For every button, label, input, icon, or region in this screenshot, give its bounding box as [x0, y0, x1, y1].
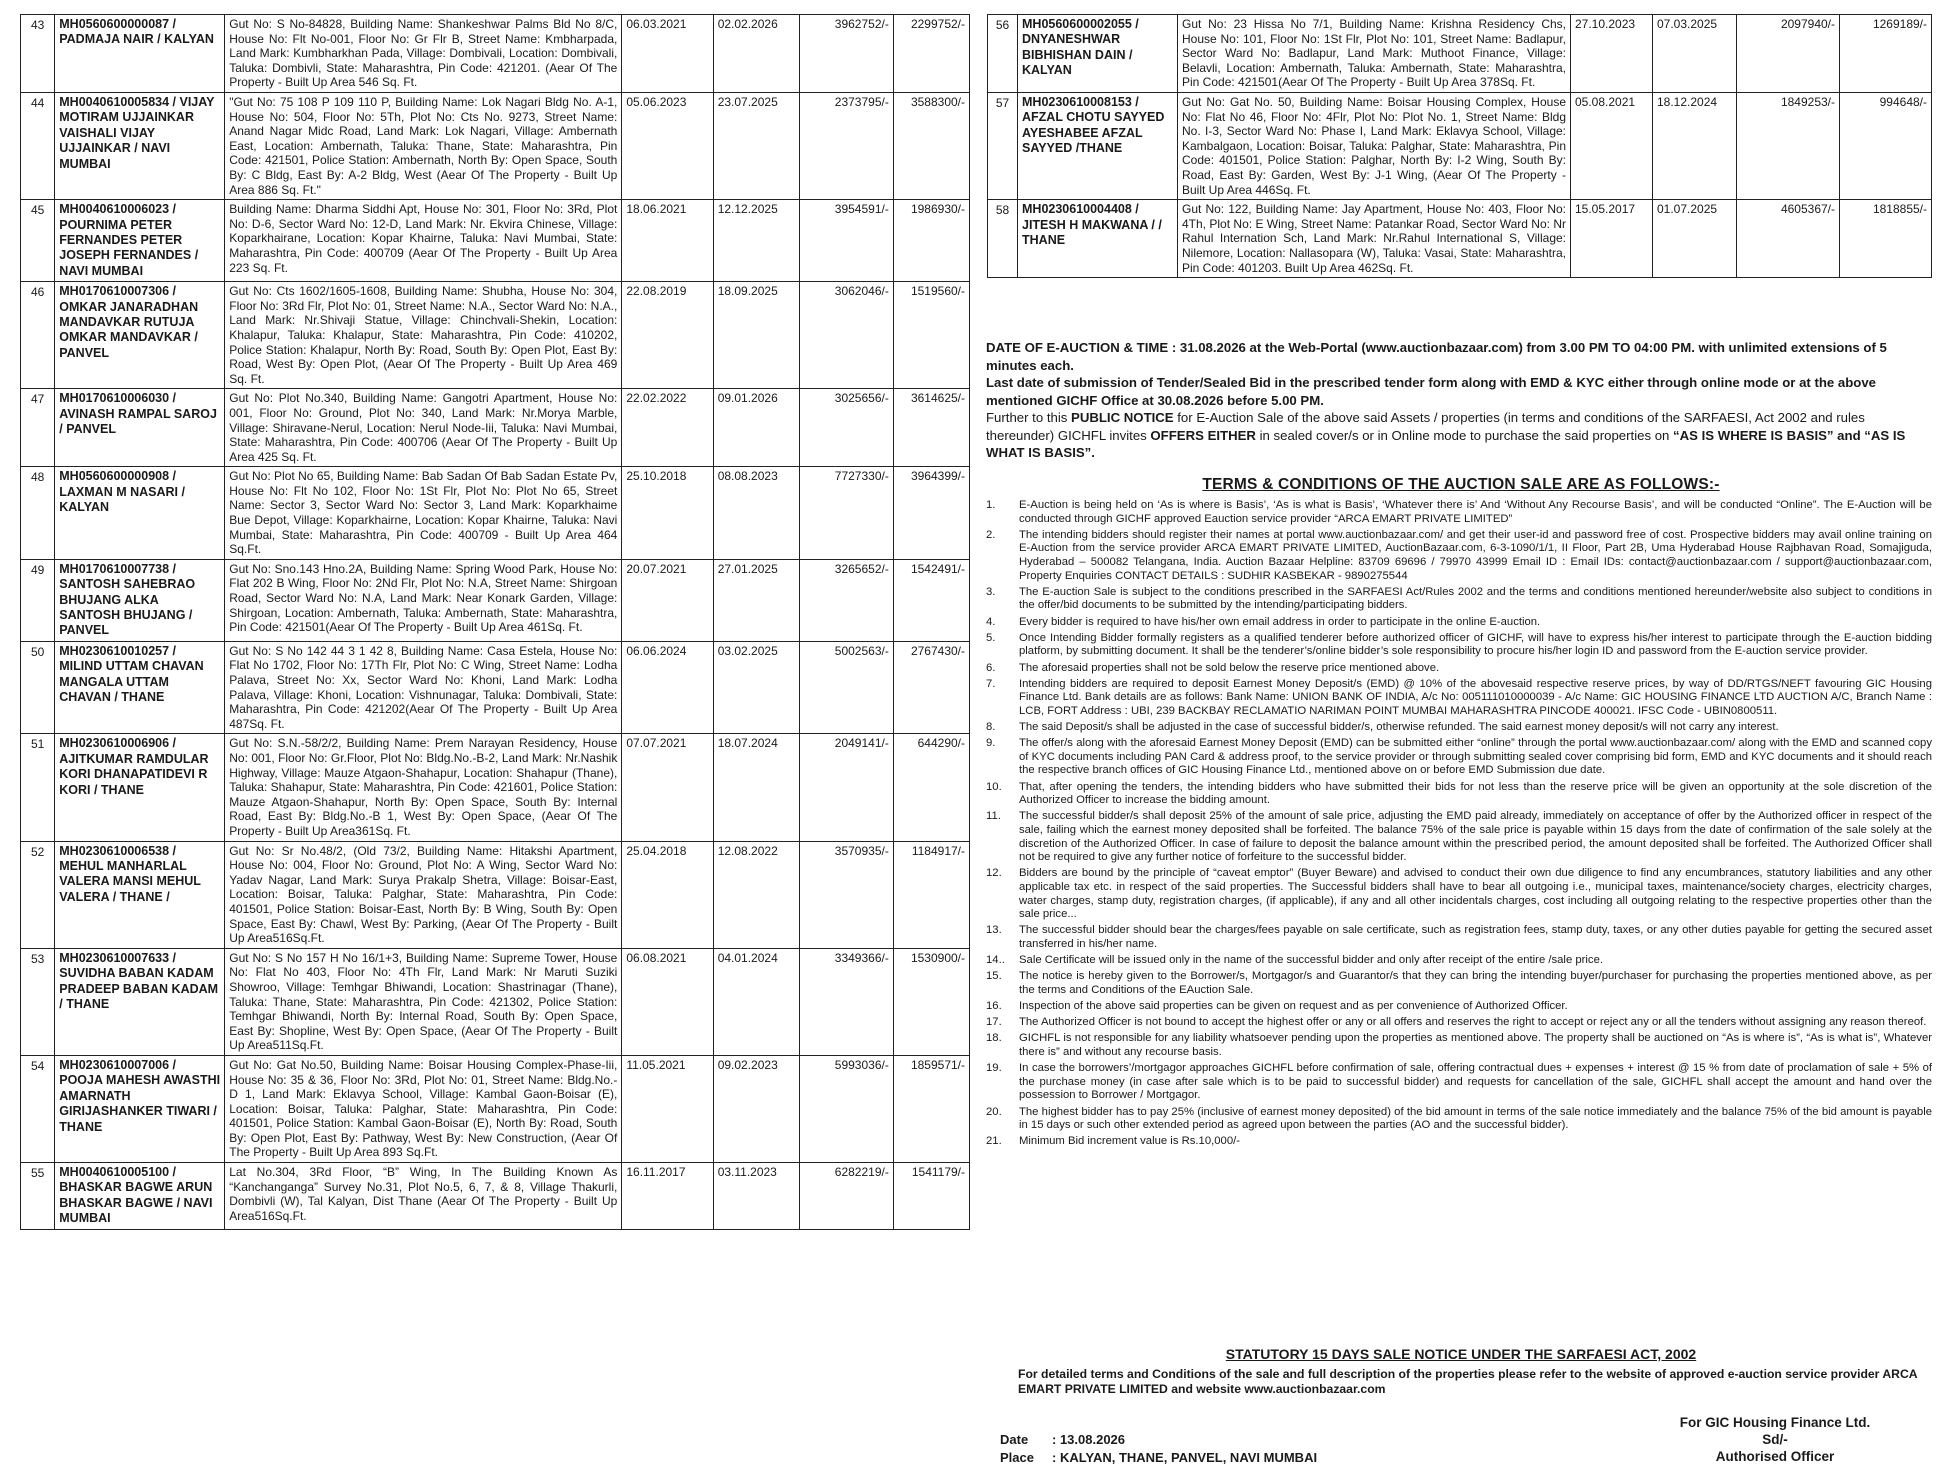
- signatory-title: Authorised Officer: [1715, 1449, 1835, 1464]
- demand-notice-date: 02.02.2026: [713, 15, 799, 93]
- table-row: [21, 15, 970, 93]
- reserve-price: 3588300/-: [893, 92, 969, 199]
- term-number: 20.: [986, 1105, 1002, 1118]
- term-text: The notice is hereby given to the Borrower/s, Mortgagor/s and Guarantor/s that they can bring the intending buyer/purchaser for purchasing the properties mentioned above, as per the terms and Conditions of the EAuction Sale.: [1019, 970, 1932, 996]
- term-text: The intending bidders should register their names at portal www.auctionbazaar.com/ and get their user-id and password free of cost. Prospective bidders may avail online training on E-Auction from the service provider ARCA EMART PRIVATE LIMITED, AuctionBazaar.com, 6-3-1090/1/1, II Floor, Part 2B, Uma Hyderabad House Rajbhavan Road, Somajiguda, Hyderabad – 500082 Telangana, India. Auction Bazaar Helpline: 83709 69696 / 79970 43999 Email ID : Email IDs: contact@auctionbazaar.com / support@auctionbazaar.com, Property Enquiries CONTACT DETAILS : SUDHIR KASBEKAR - 9890275544: [1019, 528, 1932, 582]
- term-text: Once Intending Bidder formally registers as a qualified tenderer before authorized officer of GICHF, will have to express his/her interest to participate through the E-auction bidding platform, by submitting document. It shall be the tenderer’s/online bidder’s sole responsibility to procure his/her login ID and password from the E-auction service provider.: [1019, 631, 1932, 658]
- term-number: 3.: [986, 585, 996, 598]
- term-text: Minimum Bid increment value is Rs.10,000/-: [1019, 1135, 1241, 1148]
- term-item: [986, 499, 1932, 526]
- term-number: 7.: [986, 677, 996, 690]
- term-number: 18.: [986, 1032, 1002, 1045]
- serial-number: 45: [21, 200, 55, 282]
- demand-notice-date: 01.07.2025: [1653, 200, 1737, 278]
- property-description: Gut No: Sno.143 Hno.2A, Building Name: Spring Wood Park, House No: Flat 202 B Wing, Floor No: 2Nd Flr, Plot No: N.A, Street Name: Shirgoan Road, Sector Ward No: N.A, Land Mark: Near Konark Garden, Village: Shirgoan, Location: Ambernath, Taluka: Ambernath, State: Maharashtra, Pin Code: 421501(Aear Of The Property - Built Up Area 461Sq. Ft.: [225, 559, 622, 641]
- demand-notice-date: 12.08.2022: [713, 841, 799, 948]
- term-text: In case the borrowers’/mortgagor approaches GICHFL before confirmation of sale, offering contractual dues + expenses + interest @ 15 % from date of proclamation of sale + 5% of the purchase money (in case after sale which is to be paid to successful bidder) and requests for cancellation of the sale, GICHFL shall accept the amount and hand over the possession to Borrower / Mortgagor.: [1019, 1062, 1932, 1102]
- term-item: [986, 529, 1932, 583]
- property-description: Gut No: 122, Building Name: Jay Apartment, House No: 403, Floor No: 4Th, Plot No: E Wing, Street Name: Patankar Road, Sector Ward No: Nr Rahul Internation Sch, Land Mark: Nr.Rahul International S, Village: Nilemore, Location: Nallasopara (W), Taluka: Vasai, State: Maharashtra, Pin Code: 401203. Built Up Area 462Sq. Ft.: [1178, 200, 1571, 278]
- account-borrower: MH0170610006030 / AVINASH RAMPAL SAROJ / PANVEL: [55, 389, 225, 467]
- outstanding-amount: 3025656/-: [799, 389, 893, 467]
- account-borrower: MH0170610007306 / OMKAR JANARADHAN MANDAVKAR RUTUJA OMKAR MANDAVKAR / PANVEL: [55, 282, 225, 389]
- term-item: [986, 954, 1932, 968]
- term-number: 11.: [986, 810, 1001, 823]
- property-description: Building Name: Dharma Siddhi Apt, House No: 301, Floor No: 3Rd, Plot No: D-6, Sector Ward No: 12-D, Land Mark: Nr. Ekvira Chinese, Village: Koparkhairane, Location: Kopar Khairne, Taluka: Navi Mumbai, State: Maharashtra, Pin Code: 400709 (Aear Of The Property - Built Up Area 223 Sq. Ft.: [225, 200, 622, 282]
- outstanding-amount: 3349366/-: [799, 948, 893, 1055]
- outstanding-amount: 4605367/-: [1737, 200, 1840, 278]
- term-number: 6.: [986, 661, 996, 674]
- serial-number: 50: [21, 641, 55, 734]
- serial-number: 54: [21, 1055, 55, 1162]
- reserve-price: 3964399/-: [893, 467, 969, 560]
- term-item: [986, 924, 1932, 951]
- table-row: [21, 641, 970, 734]
- demand-notice-date: 18.07.2024: [713, 734, 799, 841]
- term-number: 10.: [986, 780, 1002, 793]
- npa-date: 15.05.2017: [1571, 200, 1653, 278]
- account-borrower: MH0230610008153 / AFZAL CHOTU SAYYED AYESHABEE AFZAL SAYYED /THANE: [1018, 92, 1178, 199]
- statutory-heading: STATUTORY 15 DAYS SALE NOTICE UNDER THE SARFAESI ACT, 2002: [1225, 1346, 1697, 1362]
- term-text: The Authorized Officer is not bound to accept the highest offer or any or all offers and reserves the right to accept or reject any or all the tenders without assigning any reason thereof.: [1019, 1016, 1927, 1029]
- reserve-price: 1541179/-: [893, 1163, 969, 1230]
- notice-date: Date : 13.08.2026: [1000, 1432, 1126, 1447]
- property-description: "Gut No: 75 108 P 109 110 P, Building Name: Lok Nagari Bldg No. A-1, House No: 504, Floor No: 5Th, Plot No: Cts No. 9273, Street Name: Anand Nagar Midc Road, Land Mark: Lok Nagari, Village: Ambernath East, Location: Ambernath, Taluka: Thane, State: Maharashtra, Pin Code: 421501, Police Station: Ambernath, North By: Open Space, South By: C Bldg, East By: A-2 Bldg, West (Aear Of The Property - Built Up Area 886 Sq. Ft.": [225, 92, 622, 199]
- term-text: The said Deposit/s shall be adjusted in the case of successful bidder/s, otherwise refunded. The said earnest money deposit/s will not carry any interest.: [1019, 721, 1779, 734]
- table-row: [21, 841, 970, 948]
- demand-notice-date: 12.12.2025: [713, 200, 799, 282]
- outstanding-amount: 3954591/-: [799, 200, 893, 282]
- reserve-price: 1818855/-: [1840, 200, 1932, 278]
- table-row: [21, 559, 970, 641]
- term-number: 17.: [986, 1016, 1002, 1029]
- demand-notice-date: 09.02.2023: [713, 1055, 799, 1162]
- property-description: Lat No.304, 3Rd Floor, “B” Wing, In The Building Known As “Kanchanganga” Survey No.31, Plot No.5, 6, 7, & 8, Village Thakurli, Dombivli (W), Tal Kalyan, Dist Thane (Aear Of The Property - Built Up Area516Sq.Ft.: [225, 1163, 622, 1230]
- signature-sd: Sd/-: [1762, 1432, 1788, 1447]
- term-number: 21.: [986, 1135, 1002, 1148]
- term-text: Bidders are bound by the principle of “caveat emptor” (Buyer Beware) and advised to conduct their own due diligence to find any encumbrances, statutory liabilities and any other applicable tax etc. in respect of the said properties. The Successful bidders shall have to bear all outgoing i.e., municipal taxes, maintenance/society charges, electricity charges, water charges, stamp duty, registration charges, (if applicable), if any and all other incidentals charges, cost including all outgoing relating to the respective properties other than the sale price...: [1019, 867, 1932, 921]
- property-description: Gut No: Plot No 65, Building Name: Bab Sadan Of Bab Sadan Estate Pv, House No: Flt No 102, Floor No: 1St Flr, Plot No: Plot No 65, Street Name: Sector 3, Sector Ward No: Sector 3, Land Mark: Koparkhaime Bue Depot, Village: Koparkhairne, Location: Kopar Khairne, Taluka: Navi Mumbai, State: Maharashtra, Pin Code: 400709 - Built Up Area 464 Sq.Ft.: [225, 467, 622, 560]
- demand-notice-date: 08.08.2023: [713, 467, 799, 560]
- table-row: [21, 200, 970, 282]
- term-item: [986, 1062, 1932, 1103]
- outstanding-amount: 2097940/-: [1737, 15, 1840, 93]
- terms-list: [986, 499, 1932, 1152]
- term-item: [986, 662, 1932, 676]
- reserve-price: 3614625/-: [893, 389, 969, 467]
- table-row: [988, 200, 1932, 278]
- serial-number: 57: [988, 92, 1018, 199]
- demand-notice-date: 03.11.2023: [713, 1163, 799, 1230]
- term-number: 15.: [986, 970, 1002, 983]
- property-description: Gut No: S No 142 44 3 1 42 8, Building Name: Casa Estela, House No: Flat No 1702, Floor No: 17Th Flr, Plot No: C Wing, Street Name: Lodha Palava, Street No: Xx, Sector Ward No: Khoni, Land Mark: Lodha Palava, Village: Khoni, Location: Vishnunagar, Taluka: Dombivali, State: Maharashtra, Pin Code: 421202(Aear Of The Property - Built Up Area 487Sq. Ft.: [225, 641, 622, 734]
- table-row: [21, 1163, 970, 1230]
- terms-heading: TERMS & CONDITIONS OF THE AUCTION SALE ARE AS FOLLOWS:-: [1202, 476, 1720, 493]
- account-borrower: MH0040610005834 / VIJAY MOTIRAM UJJAINKAR VAISHALI VIJAY UJJAINKAR / NAVI MUMBAI: [55, 92, 225, 199]
- property-description: Gut No: S.N.-58/2/2, Building Name: Prem Narayan Residency, House No: 001, Floor No: Gr.Floor, Plot No: Bldg.No.-B-2, Land Mark: Nr.Nashik Highway, Village: Mauze Atgaon-Shahapur, Location: Shahapur (Thane), Taluka: Shahapur, State: Maharashtra, Pin Code: 421601, Police Station: Mauze Atgaon-Shahapur, North By: Open Space, South By: Internal Road, East By: Bldg.No.-B 1, West By: Open Space, (Aear Of The Property - Built Up Area361Sq. Ft.: [225, 734, 622, 841]
- term-item: [986, 781, 1932, 808]
- account-borrower: MH0230610006906 / AJITKUMAR RAMDULAR KORI DHANAPATIDEVI R KORI / THANE: [55, 734, 225, 841]
- serial-number: 47: [21, 389, 55, 467]
- term-item: [986, 616, 1932, 630]
- property-description: Gut No: S No-84828, Building Name: Shankeshwar Palms Bld No 8/C, House No: Flt No-001, Floor No: Gr Flr B, Street Name: Kmbharpada, Land Mark: Kumbharkhan Pada, Village: Dombivali, Location: Dombivali, Taluka: Dombivli, State: Maharashtra, Pin Code: 421201. (Aear Of The Property - Built Up Area 546 Sq. Ft.: [225, 15, 622, 93]
- term-text: Sale Certificate will be issued only in the name of the successful bidder and only after receipt of the entire /sale price.: [1019, 954, 1603, 967]
- account-borrower: MH0230610010257 / MILIND UTTAM CHAVAN MANGALA UTTAM CHAVAN / THANE: [55, 641, 225, 734]
- demand-notice-date: 04.01.2024: [713, 948, 799, 1055]
- account-borrower: MH0230610004408 / JITESH H MAKWANA / / THANE: [1018, 200, 1178, 278]
- property-table-left: [20, 14, 970, 1230]
- term-text: The E-auction Sale is subject to the conditions prescribed in the SARFAESI Act/Rules 2002 and the terms and conditions mentioned hereunder/website also subject to conditions in the offer/bid documents to be submitted by the intending/participating bidders.: [1019, 585, 1932, 612]
- term-text: The successful bidder/s shall deposit 25% of the amount of sale price, adjusting the EMD paid already, immediately on acceptance of offer by the Authorized officer in respect of the sale, failing which the earnest money deposited shall be forfeited. The balance 75% of the sale price is payable within 15 days from the date of confirmation of the sale solely at the discretion of the Authorized Officer. In case of failure to deposit the balance amount within the prescribed period, the amount deposited shall be forfeited. The Authorized Officer shall not be required to give any further notice of forfeiture to the successful bidder.: [1019, 810, 1932, 864]
- term-number: 1.: [986, 499, 996, 511]
- demand-notice-date: 07.03.2025: [1653, 15, 1737, 93]
- property-description: Gut No: Cts 1602/1605-1608, Building Name: Shubha, House No: 304, Floor No: 3Rd Flr, Plot No: 01, Street Name: N.A., Sector Ward No: N.A., Land Mark: Nr.Shivaji Statue, Village: Chinchvali-Shekin, Location: Khalapur, Taluka: Khalapur, State: Maharashtra, Pin Code: 410202, Police Station: Khalapur, North By: Road, South By: Open Plot, East By: Road, West By: Open Plot, (Aear Of The Property - Built Up Area 469 Sq. Ft.: [225, 282, 622, 389]
- npa-date: 25.04.2018: [622, 841, 713, 948]
- property-description: Gut No: S No 157 H No 16/1+3, Building Name: Supreme Tower, House No: Flat No 403, Floor No: 4Th Flr, Land Mark: Nr Maruti Suziki Showroo, Village: Temhgar Bhiwandi, Location: Shastrinagar (Thane), Taluka: Thane, State: Maharashtra, Pin Code: 421302, Police Station: Temhgar Bhiwandi, North By: Internal Road, South By: Open Space, East By: Shopline, West By: Open Space, (Aear Of The Property - Built Up Area511Sq.Ft.: [225, 948, 622, 1055]
- term-text: The successful bidder should bear the charges/fees payable on sale certificate, such as registration fees, stamp duty, taxes, or any other duties payable for getting the secured asset transferred in his/her name.: [1019, 924, 1932, 950]
- auction-date-time: DATE OF E-AUCTION & TIME : 31.08.2026 at the Web-Portal (www.auctionbazaar.com) from 3.00 PM TO 04:00 PM. with unlimited extensions of 5 minutes each.: [986, 340, 1887, 373]
- term-item: [986, 810, 1932, 864]
- table-row: [21, 389, 970, 467]
- serial-number: 53: [21, 948, 55, 1055]
- term-item: [986, 632, 1932, 659]
- bid-submission-deadline: Last date of submission of Tender/Sealed Bid in the prescribed tender form along with EMD & KYC either through online mode or at the above mentioned GICHF Office at 30.08.2026 before 5.00 PM.: [986, 375, 1877, 408]
- outstanding-amount: 3062046/-: [799, 282, 893, 389]
- term-text: That, after opening the tenders, the intending bidders who have submitted their bids for not less than the reserve price will be given an opportunity at the sole discretion of the Authorized Officer to increase the bidding amount.: [1019, 780, 1932, 807]
- demand-notice-date: 09.01.2026: [713, 389, 799, 467]
- term-text: Every bidder is required to have his/her own email address in order to participate in the online E-auction.: [1019, 615, 1541, 628]
- term-number: 16.: [986, 1000, 1002, 1013]
- serial-number: 51: [21, 734, 55, 841]
- account-borrower: MH0170610007738 / SANTOSH SAHEBRAO BHUJANG ALKA SANTOSH BHUJANG / PANVEL: [55, 559, 225, 641]
- reserve-price: 644290/-: [893, 734, 969, 841]
- npa-date: 25.10.2018: [622, 467, 713, 560]
- demand-notice-date: 18.09.2025: [713, 282, 799, 389]
- npa-date: 27.10.2023: [1571, 15, 1653, 93]
- term-number: 19.: [986, 1062, 1002, 1075]
- table-row: [21, 734, 970, 841]
- public-notice-paragraph: Further to this PUBLIC NOTICE for E-Auction Sale of the above said Assets / properties (in terms and conditions of the SARFAESI, Act 2002 and rules thereunder) GICHFL invites OFFERS EITHER in sealed cover/s or in Online mode to purchase the said properties on “AS IS WHERE IS BASIS” and “AS IS WHAT IS BASIS”.: [986, 410, 1906, 460]
- serial-number: 52: [21, 841, 55, 948]
- npa-date: 18.06.2021: [622, 200, 713, 282]
- term-item: [986, 737, 1932, 778]
- serial-number: 43: [21, 15, 55, 93]
- reserve-price: 1986930/-: [893, 200, 969, 282]
- term-number: 13.: [986, 924, 1002, 937]
- term-item: [986, 721, 1932, 735]
- table-row: [988, 92, 1932, 199]
- term-text: E-Auction is being held on ‘As is where is Basis’, ‘As is what is Basis’, ‘Whatever there is’ And ‘Without Any Recourse Basis’, and will be conducted “Online”. The E-Auction will be conducted through GICHF approved Eauction service provider “ARCA EMART PRIVATE LIMITED”: [1019, 499, 1932, 525]
- term-text: Inspection of the above said properties can be given on request and as per convenience of Authorized Officer.: [1019, 1000, 1568, 1013]
- term-item: [986, 586, 1932, 613]
- account-borrower: MH0560600000087 / PADMAJA NAIR / KALYAN: [55, 15, 225, 93]
- serial-number: 49: [21, 559, 55, 641]
- serial-number: 56: [988, 15, 1018, 93]
- outstanding-amount: 5002563/-: [799, 641, 893, 734]
- npa-date: 11.05.2021: [622, 1055, 713, 1162]
- term-text: Intending bidders are required to deposit Earnest Money Deposit/s (EMD) @ 10% of the abovesaid respective reserve prices, by way of DD/RTGS/NEFT favouring GIC Housing Finance Ltd. Bank details are as follows: Bank Name: UNION BANK OF INDIA, A/c No: 005111010000039 - A/c Name: GIC HOUSING FINANCE LTD AUCTION A/C, Branch Name : LCB, FORT Address : UBI, 239 BACKBAY RECLAMATIO NARIMAN POINT MUMBAI MAHARASHTRA PINCODE 400021. IFSC Code - UBIN0800511.: [1019, 677, 1932, 717]
- term-item: [986, 1000, 1932, 1014]
- term-item: [986, 678, 1932, 719]
- demand-notice-date: 03.02.2025: [713, 641, 799, 734]
- outstanding-amount: 2373795/-: [799, 92, 893, 199]
- account-borrower: MH0230610007006 / POOJA MAHESH AWASTHI AMARNATH GIRIJASHANKER TIWARI / THANE: [55, 1055, 225, 1162]
- term-number: 12.: [986, 867, 1002, 880]
- term-number: 2.: [986, 528, 996, 541]
- account-borrower: MH0560600002055 / DNYANESHWAR BIBHISHAN DAIN / KALYAN: [1018, 15, 1178, 93]
- table-row: [988, 15, 1932, 93]
- reserve-price: 1530900/-: [893, 948, 969, 1055]
- outstanding-amount: 2049141/-: [799, 734, 893, 841]
- npa-date: 22.02.2022: [622, 389, 713, 467]
- reserve-price: 994648/-: [1840, 92, 1932, 199]
- term-item: [986, 970, 1932, 997]
- signature-block: [1620, 1414, 1930, 1465]
- serial-number: 44: [21, 92, 55, 199]
- property-description: Gut No: Plot No.340, Building Name: Gangotri Apartment, House No: 001, Floor No: Ground, Plot No: 340, Land Mark: Nr.Morya Marble, Village: Shiravane-Nerul, Location: Nerul Node-Iii, Taluka: Navi Mumbai, State: Maharashtra, Pin Code: 400706 (Aear Of The Property - Built Up Area 425 Sq. Ft.: [225, 389, 622, 467]
- npa-date: 05.06.2023: [622, 92, 713, 199]
- outstanding-amount: 6282219/-: [799, 1163, 893, 1230]
- term-number: 4.: [986, 615, 996, 628]
- outstanding-amount: 3962752/-: [799, 15, 893, 93]
- signatory-company: For GIC Housing Finance Ltd.: [1679, 1415, 1871, 1430]
- demand-notice-date: 27.01.2025: [713, 559, 799, 641]
- reserve-price: 1184917/-: [893, 841, 969, 948]
- reserve-price: 1269189/-: [1840, 15, 1932, 93]
- reserve-price: 1859571/-: [893, 1055, 969, 1162]
- table-row: [21, 1055, 970, 1162]
- serial-number: 55: [21, 1163, 55, 1230]
- reserve-price: 2299752/-: [893, 15, 969, 93]
- term-number: 5.: [986, 631, 996, 644]
- reserve-price: 1542491/-: [893, 559, 969, 641]
- property-description: Gut No: Gat No. 50, Building Name: Boisar Housing Complex, House No: Flat No 46, Floor No: 4Flr, Plot No: Plot No. 1, Street Name: Bldg No. I-3, Sector Ward No: Phase I, Land Mark: Eklavya School, Village: Kambalgaon, Location: Boisar, Taluka: Palghar, State: Maharashtra, Pin Code: 401501, Police Station: Palghar, North By: I-2 Wing, South By: Road, East By: Garden, West By: J-1 Wing, (Aear Of The Property - Built Up Area 446Sq. Ft.: [1178, 92, 1571, 199]
- term-item: [986, 1016, 1932, 1030]
- outstanding-amount: 5993036/-: [799, 1055, 893, 1162]
- account-borrower: MH0560600000908 / LAXMAN M NASARI / KALYAN: [55, 467, 225, 560]
- outstanding-amount: 3570935/-: [799, 841, 893, 948]
- serial-number: 48: [21, 467, 55, 560]
- table-row: [21, 948, 970, 1055]
- npa-date: 16.11.2017: [622, 1163, 713, 1230]
- detailed-terms-note: For detailed terms and Conditions of the sale and full description of the properties please refer to the website of approved e-auction service provider ARCA EMART PRIVATE LIMITED and website www.auctionbazaar.com: [1018, 1367, 1918, 1396]
- term-item: [986, 1135, 1932, 1149]
- term-text: The aforesaid properties shall not be sold below the reserve price mentioned above.: [1019, 661, 1440, 674]
- date-place-block: [1000, 1431, 1317, 1467]
- term-text: The offer/s along with the aforesaid Earnest Money Deposit (EMD) can be submitted either “online” through the portal www.auctionbazaar.com/ along with the EMD and scanned copy of KYC documents including PAN Card & address proof, to the service provider or through submitting sealed cover comprising bid form, EMD and KYC documents and it should reach the respective branch offices of GIC Housing Finance Ltd., mentioned above on or before EMD Submission due date.: [1019, 737, 1932, 777]
- demand-notice-date: 23.07.2025: [713, 92, 799, 199]
- property-description: Gut No: Sr No.48/2, (Old 73/2, Building Name: Hitakshi Apartment, House No: 004, Floor No: Ground, Plot No: A Wing, Sector Ward No: Yadav Nagar, Land Mark: Surya Prakalp Shetra, Village: Boisar-East, Location: Boisar, Taluka: Palghar, State: Maharashtra, Pin Code: 401501, Police Station: Boisar-East, North By: B Wing, South By: Open Space, East By: Chawl, West By: Parking, (Aear Of The Property - Built Up Area516Sq.Ft.: [225, 841, 622, 948]
- term-number: 14..: [986, 954, 1005, 967]
- term-number: 8.: [986, 721, 996, 734]
- serial-number: 58: [988, 200, 1018, 278]
- npa-date: 20.07.2021: [622, 559, 713, 641]
- table-row: [21, 282, 970, 389]
- table-row: [21, 467, 970, 560]
- term-item: [986, 1032, 1932, 1059]
- outstanding-amount: 7727330/-: [799, 467, 893, 560]
- account-borrower: MH0230610006538 / MEHUL MANHARLAL VALERA MANSI MEHUL VALERA / THANE /: [55, 841, 225, 948]
- demand-notice-date: 18.12.2024: [1653, 92, 1737, 199]
- table-row: [21, 92, 970, 199]
- npa-date: 05.08.2021: [1571, 92, 1653, 199]
- serial-number: 46: [21, 282, 55, 389]
- npa-date: 06.08.2021: [622, 948, 713, 1055]
- term-item: [986, 1106, 1932, 1133]
- outstanding-amount: 1849253/-: [1737, 92, 1840, 199]
- reserve-price: 1519560/-: [893, 282, 969, 389]
- property-description: Gut No: 23 Hissa No 7/1, Building Name: Krishna Residency Chs, House No: 101, Floor No: 1St Flr, Plot No: 101, Street Name: Badlapur, Sector Ward No: Badlapur, Land Mark: Muthoot Finance, Village: Belavli, Location: Ambernath, Taluka: Ambernath, State: Maharashtra, Pin Code: 421501(Aear Of The Property - Built Up Area 378Sq. Ft.: [1178, 15, 1571, 93]
- account-borrower: MH0040610006023 / POURNIMA PETER FERNANDES PETER JOSEPH FERNANDES / NAVI MUMBAI: [55, 200, 225, 282]
- auction-info: [986, 339, 1936, 462]
- npa-date: 06.03.2021: [622, 15, 713, 93]
- term-text: GICHFL is not responsible for any liability whatsoever pending upon the properties as mentioned above. The property shall be auctioned on “As is where is”, “As is what is”, Whatever there is” and without any recourse basis.: [1019, 1032, 1932, 1059]
- npa-date: 22.08.2019: [622, 282, 713, 389]
- term-text: The highest bidder has to pay 25% (inclusive of earnest money deposited) of the bid amount in terms of the sale notice immediately and the balance 75% of the bid amount is payable in 15 days or such other extended period as agreed upon between the parties (AO and the successful bidder).: [1019, 1105, 1932, 1132]
- npa-date: 06.06.2024: [622, 641, 713, 734]
- notice-place: Place : KALYAN, THANE, PANVEL, NAVI MUMBAI: [1000, 1450, 1318, 1465]
- reserve-price: 2767430/-: [893, 641, 969, 734]
- npa-date: 07.07.2021: [622, 734, 713, 841]
- account-borrower: MH0040610005100 / BHASKAR BAGWE ARUN BHASKAR BAGWE / NAVI MUMBAI: [55, 1163, 225, 1230]
- account-borrower: MH0230610007633 / SUVIDHA BABAN KADAM PRADEEP BABAN KADAM / THANE: [55, 948, 225, 1055]
- term-number: 9.: [986, 737, 996, 750]
- outstanding-amount: 3265652/-: [799, 559, 893, 641]
- term-item: [986, 867, 1932, 921]
- property-table-right: [987, 14, 1932, 278]
- property-description: Gut No: Gat No.50, Building Name: Boisar Housing Complex-Phase-Iii, House No: 35 & 36, Floor No: 3Rd, Plot No: 01, Street Name: Bldg.No.-D 1, Land Mark: Eklavya School, Village: Kambal Gaon-Boisar (E), Location: Boisar, Taluka: Palghar, State: Maharashtra, Pin Code: 401501, Police Station: Kambal Gaon-Boisar (E), North By: Road, South By: Open Plot, East By: Pathway, West By: New Construction, (Aear Of The Property - Built Up Area 893 Sq.Ft.: [225, 1055, 622, 1162]
